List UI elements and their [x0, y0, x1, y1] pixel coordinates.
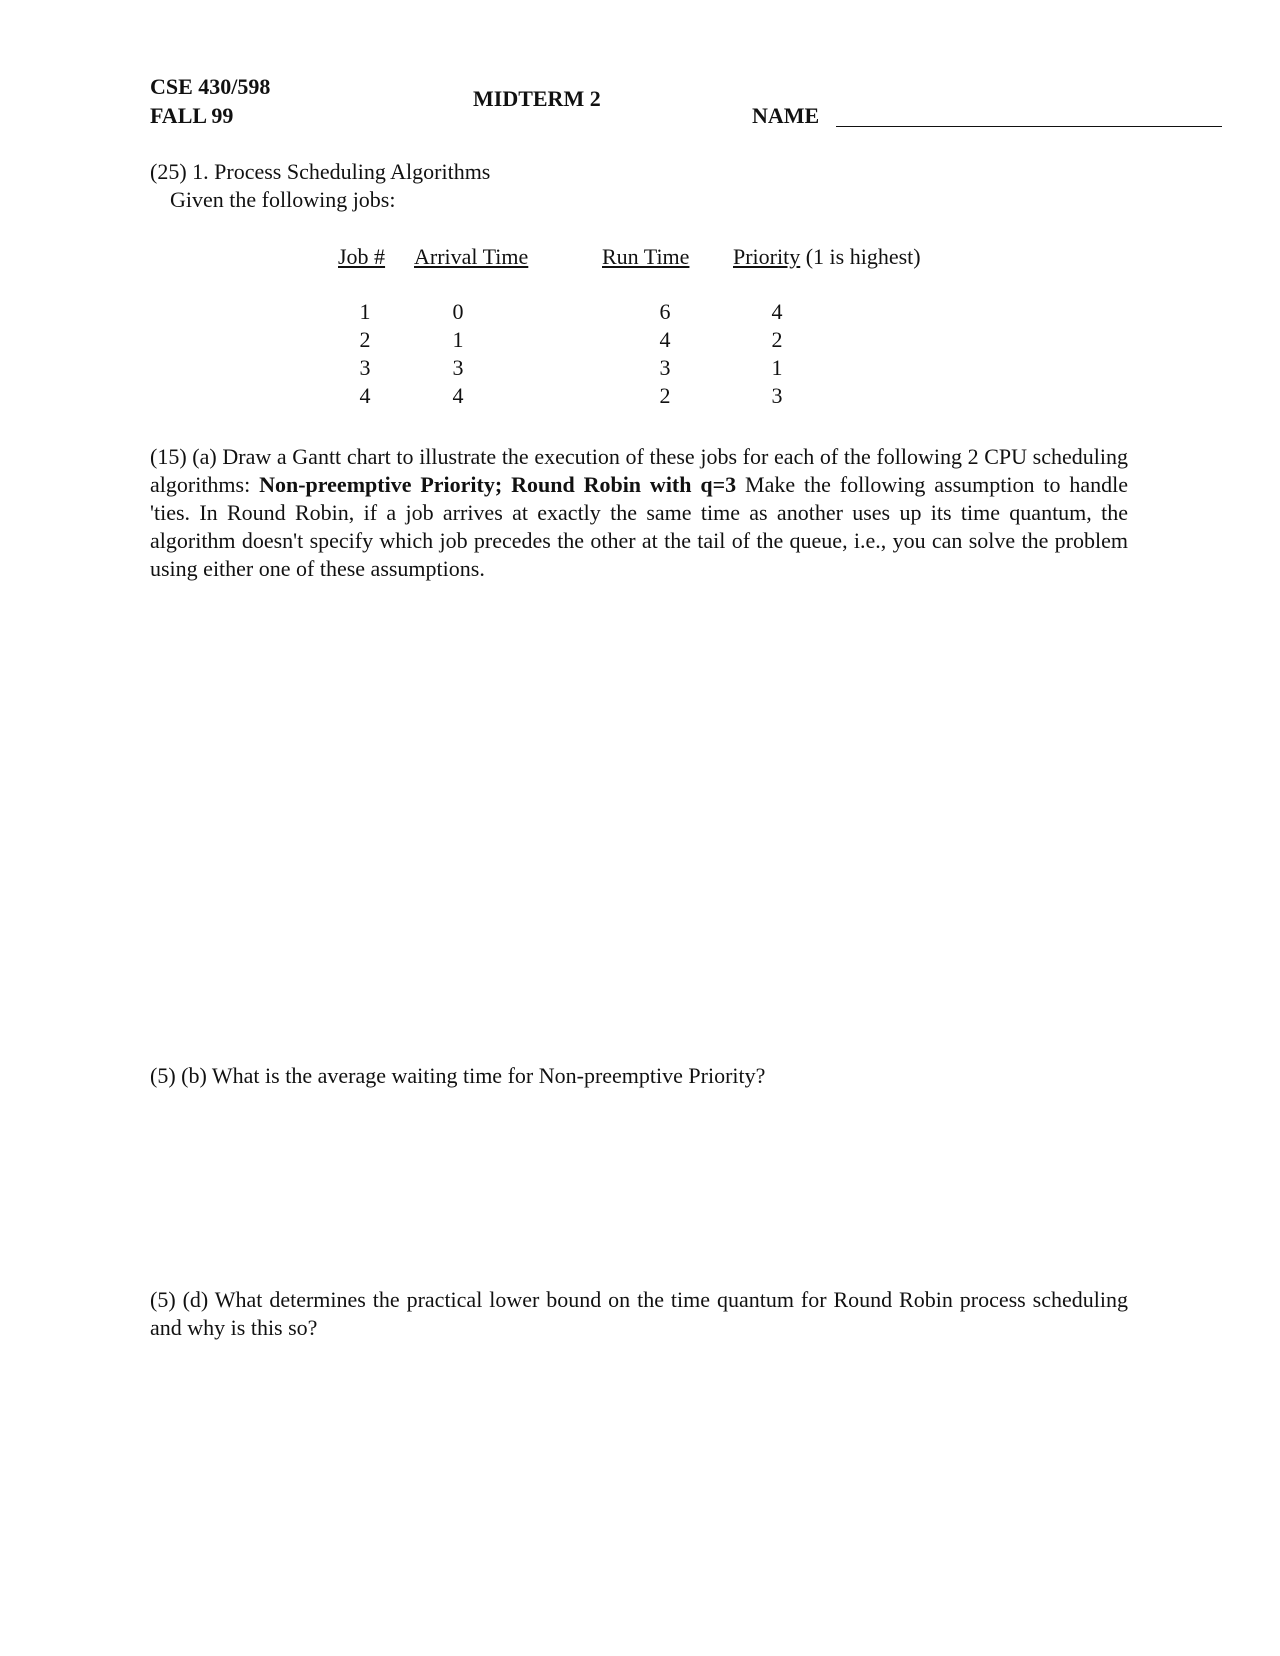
table-header-arrival: Arrival Time [414, 244, 529, 269]
question-heading: (25) 1. Process Scheduling Algorithms [150, 159, 491, 184]
name-blank-line [836, 126, 1222, 127]
table-cell-run: 3 [659, 355, 671, 380]
table-cell-job: 1 [359, 299, 371, 324]
course-code: CSE 430/598 [150, 74, 271, 99]
table-cell-arrival: 3 [452, 355, 464, 380]
table-cell-arrival: 4 [452, 383, 464, 408]
table-cell-run: 6 [659, 299, 671, 324]
table-header-priority: Priority (1 is highest) [733, 244, 921, 269]
part-a-prefix: (15) (a) Draw a Gantt chart to illustrate the execution of these jobs for each of the following 2 CPU scheduling algorithms: [150, 444, 1128, 497]
table-cell-job: 4 [359, 383, 371, 408]
table-cell-priority: 3 [771, 383, 783, 408]
term-label: FALL 99 [150, 103, 234, 128]
part-a-algorithms: Non-preemptive Priority; Round Robin with q=3 [259, 472, 737, 497]
name-label: NAME [752, 103, 820, 128]
table-header-job: Job # [338, 244, 386, 269]
table-cell-priority: 2 [771, 327, 783, 352]
table-cell-run: 4 [659, 327, 671, 352]
table-cell-job: 3 [359, 355, 371, 380]
question-subheading: Given the following jobs: [170, 187, 396, 212]
table-cell-job: 2 [359, 327, 371, 352]
table-header-run: Run Time [602, 244, 690, 269]
table-cell-run: 2 [659, 383, 671, 408]
part-a-suffix: Make the following assumption to handle 'ties. In Round Robin, if a job arrives at exactly the same time as another uses up its time quantum, the algorithm doesn't specify which job precedes the other at the tail of the queue, i.e., you can solve the problem using either one of these assumptions. [150, 472, 1128, 581]
exam-title: MIDTERM 2 [473, 86, 601, 111]
priority-note: (1 is highest) [805, 244, 921, 269]
table-cell-priority: 4 [771, 299, 783, 324]
table-cell-arrival: 0 [452, 299, 464, 324]
table-cell-priority: 1 [771, 355, 783, 380]
table-cell-arrival: 1 [452, 327, 464, 352]
question-part-b: (5) (b) What is the average waiting time for Non-preemptive Priority? [150, 1063, 766, 1088]
question-part-a [150, 443, 1128, 583]
question-part-d: (5) (d) What determines the practical lower bound on the time quantum for Round Robin process scheduling and why is this so? [150, 1287, 1128, 1340]
